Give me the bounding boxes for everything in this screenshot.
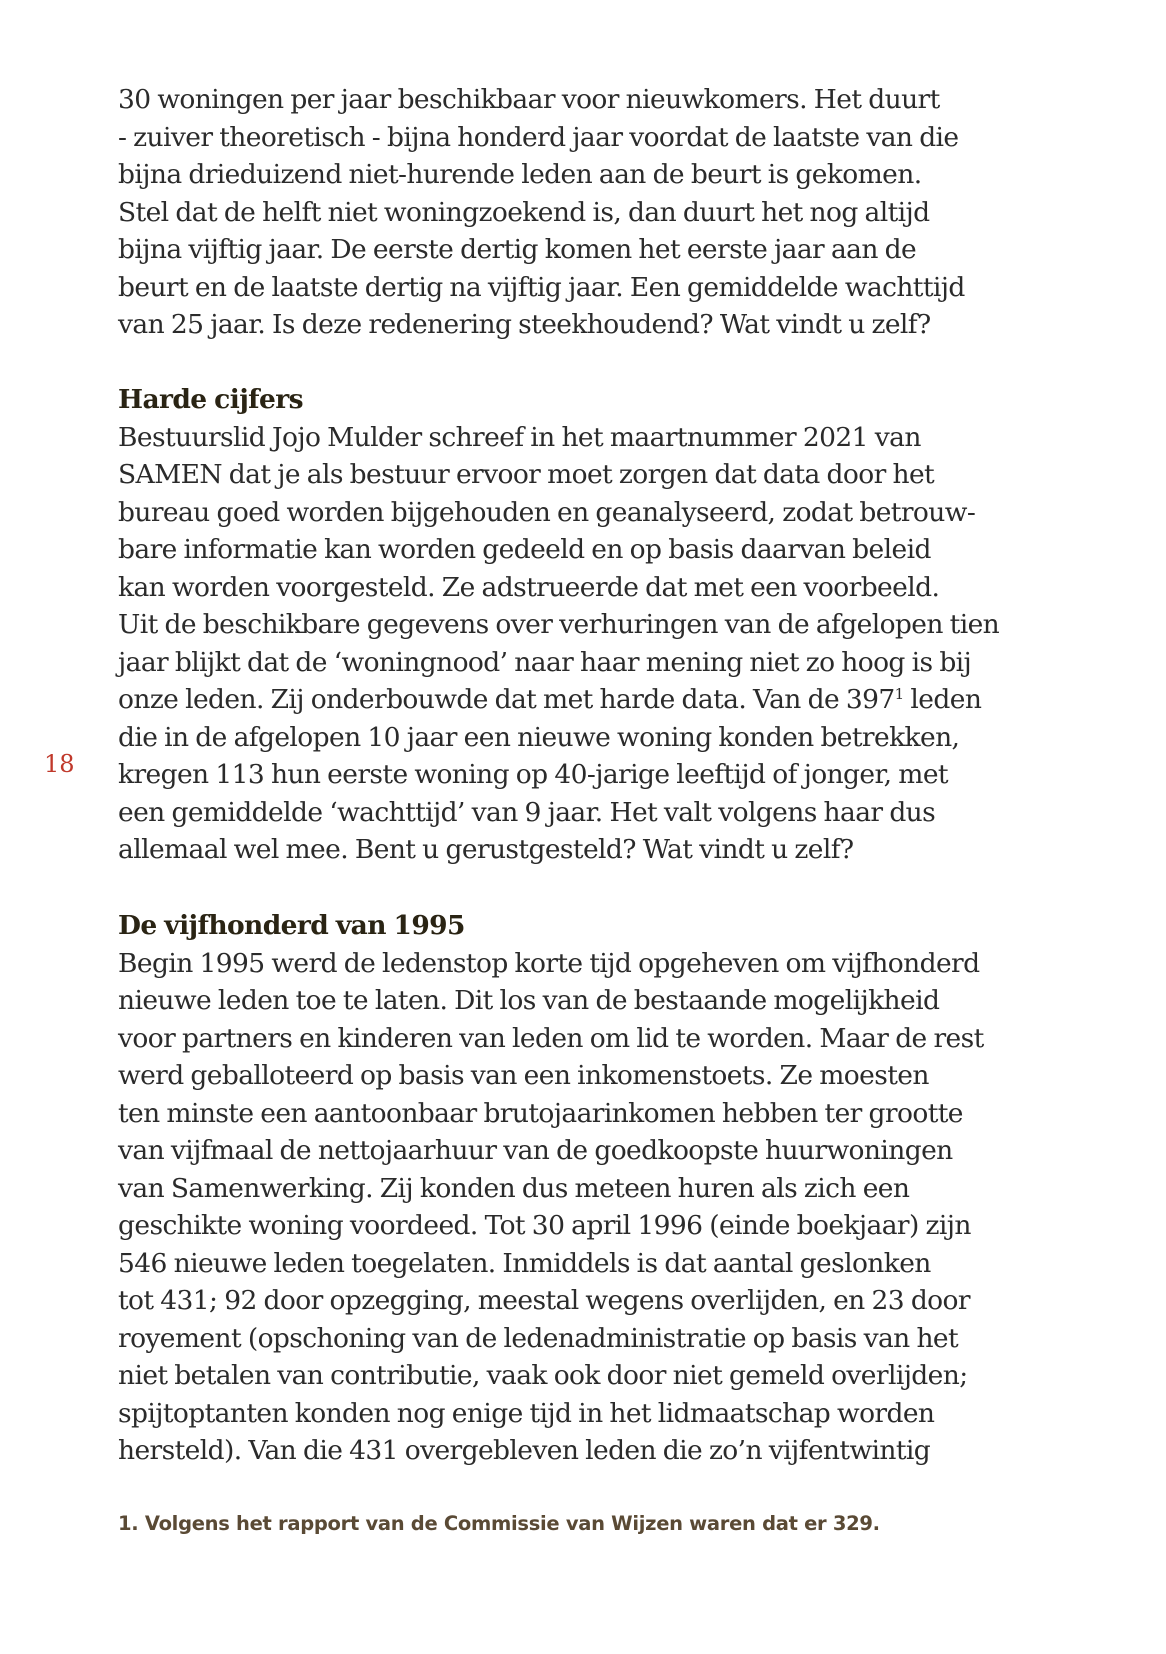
text-line: Stel dat de helft niet woningzoekend is, dan duurt het nog altijd	[118, 196, 930, 228]
text-line: spijtoptanten konden nog enige tijd in het lidmaatschap worden	[118, 1397, 935, 1429]
text-line: die in de afgelopen 10 jaar een nieuwe woning konden betrekken,	[118, 721, 960, 753]
footnote-reference: 1	[894, 685, 904, 703]
text-line: jaar blijkt dat de ‘woningnood’ naar haar mening niet zo hoog is bij	[118, 646, 972, 678]
text-line: allemaal wel mee. Bent u gerustgesteld? Wat vindt u zelf?	[118, 834, 854, 865]
text-line: Uit de beschikbare gegevens over verhuringen van de afgelopen tien	[118, 609, 1000, 640]
text-fragment: onze leden. Zij onderbouwde dat met harde data. Van de 397	[118, 684, 895, 715]
text-line-with-footnote	[118, 681, 1008, 719]
text-line: Bestuurslid Jojo Mulder schreef in het maartnummer 2021 van	[118, 421, 921, 453]
text-line: van vijfmaal de nettojaarhuur van de goedkoopste huurwoningen	[118, 1135, 953, 1166]
text-line: geschikte woning voordeed. Tot 30 april 1996 (einde boekjaar) zijn	[118, 1210, 971, 1241]
text-fragment: leden	[903, 684, 982, 715]
text-line: 546 nieuwe leden toegelaten. Inmiddels is dat aantal geslonken	[118, 1247, 931, 1279]
text-line: Begin 1995 werd de ledenstop korte tijd opgeheven om vijfhonderd	[118, 947, 980, 979]
text-line: voor partners en kinderen van leden om lid te worden. Maar de rest	[118, 1022, 984, 1054]
text-line: kan worden voorgesteld. Ze adstrueerde dat met een voorbeeld.	[118, 571, 940, 603]
text-line: niet betalen van contributie, vaak ook door niet gemeld overlijden;	[118, 1360, 968, 1391]
text-line: nieuwe leden toe te laten. Dit los van de bestaande mogelijkheid	[118, 985, 940, 1016]
text-line: beurt en de laatste dertig na vijftig jaar. Een gemiddelde wachttijd	[118, 271, 965, 303]
text-line: SAMEN dat je als bestuur ervoor moet zorgen dat data door het	[118, 459, 935, 490]
text-line: bureau goed worden bijgehouden en geanalyseerd, zodat betrouw-	[118, 496, 976, 528]
text-line: van 25 jaar. Is deze redenering steekhoudend? Wat vindt u zelf?	[118, 309, 931, 340]
text-line: bare informatie kan worden gedeeld en op basis daarvan beleid	[118, 534, 931, 565]
footnote: 1. Volgens het rapport van de Commissie van Wijzen waren dat er 329.	[118, 1512, 880, 1535]
section-heading: De vijfhonderd van 1995	[118, 910, 465, 941]
intro-paragraph	[118, 81, 1008, 344]
text-line: 30 woningen per jaar beschikbaar voor nieuwkomers. Het duurt	[118, 84, 940, 115]
text-line: ten minste een aantoonbaar brutojaarinkomen hebben ter grootte	[118, 1097, 963, 1129]
page-number: 18	[44, 750, 75, 778]
text-line: bijna drieduizend niet-hurende leden aan de beurt is gekomen.	[118, 159, 922, 190]
section-vijfhonderd-van-1995	[118, 907, 1008, 1470]
text-line: hersteld). Van die 431 overgebleven leden die zo’n vijfentwintig	[118, 1435, 931, 1466]
text-line: een gemiddelde ‘wachttijd’ van 9 jaar. Het valt volgens haar dus	[118, 796, 936, 828]
text-line: werd geballoteerd op basis van een inkomenstoets. Ze moesten	[118, 1060, 929, 1091]
text-line: van Samenwerking. Zij konden dus meteen huren als zich een	[118, 1172, 910, 1204]
text-line: tot 431; 92 door opzegging, meestal wegens overlijden, en 23 door	[118, 1285, 970, 1316]
text-line: - zuiver theoretisch - bijna honderd jaar voordat de laatste van die	[118, 121, 959, 153]
section-harde-cijfers	[118, 381, 1008, 869]
text-line: bijna vijftig jaar. De eerste dertig komen het eerste jaar aan de	[118, 234, 917, 265]
section-heading: Harde cijfers	[118, 384, 303, 415]
text-line: kregen 113 hun eerste woning op 40-jarige leeftijd of jonger, met	[118, 759, 948, 790]
text-line: royement (opschoning van de ledenadministratie op basis van het	[118, 1322, 959, 1354]
